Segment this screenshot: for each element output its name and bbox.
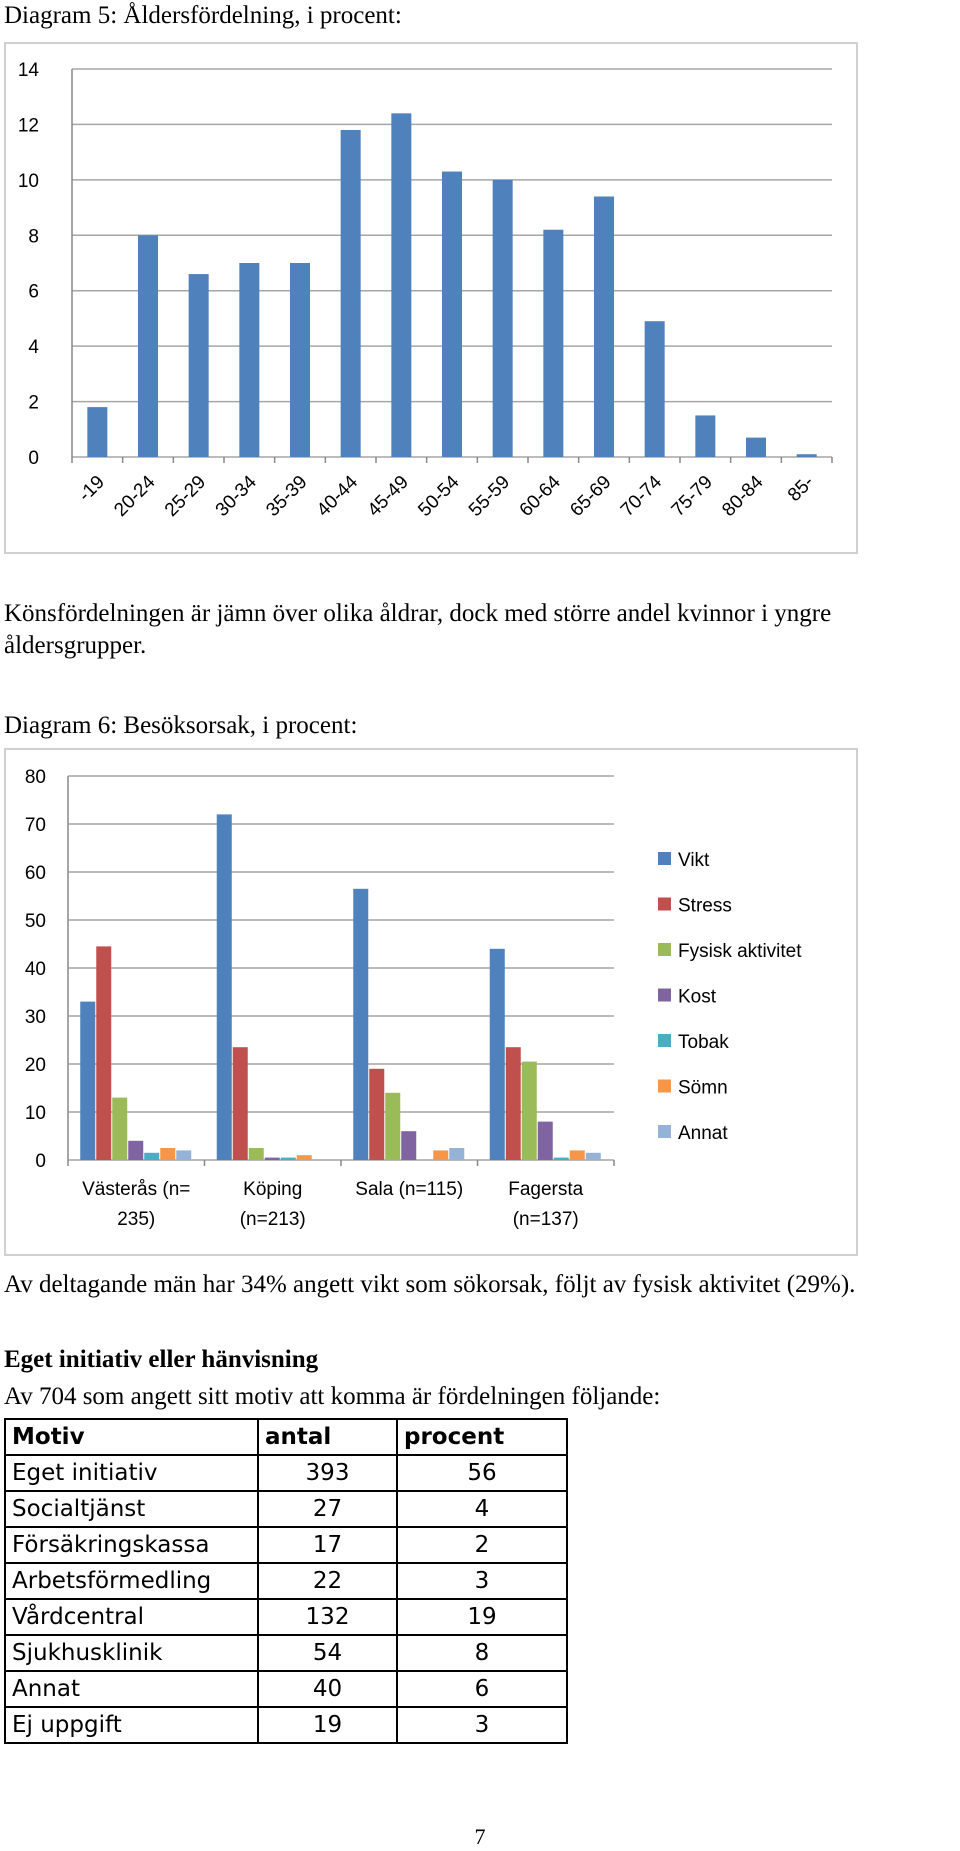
header-antal: antal <box>258 1419 397 1455</box>
bar <box>341 130 361 457</box>
legend-swatch <box>658 943 671 956</box>
cell-procent: 6 <box>397 1671 567 1707</box>
bar <box>695 415 715 457</box>
legend-label: Tobak <box>678 1032 729 1053</box>
bar <box>249 1148 264 1160</box>
x-tick-label: 235) <box>117 1209 156 1230</box>
x-tick-label: Fagersta <box>508 1179 584 1200</box>
cell-antal: 54 <box>258 1635 397 1671</box>
x-tick-label: -19 <box>74 471 109 506</box>
bar <box>797 454 817 457</box>
x-tick-label: 85- <box>783 471 819 506</box>
y-tick-label: 50 <box>24 911 46 932</box>
bar <box>442 172 462 457</box>
x-tick-label: 80-84 <box>718 471 768 521</box>
y-tick-label: 10 <box>17 170 39 192</box>
x-tick-label: Köping <box>243 1179 303 1200</box>
visit-reason-chart <box>6 750 856 1254</box>
bar <box>239 263 259 457</box>
bar <box>369 1069 384 1160</box>
bar <box>160 1148 175 1160</box>
legend-swatch <box>658 1125 671 1138</box>
bar <box>176 1150 191 1160</box>
y-tick-label: 2 <box>28 392 39 414</box>
motive-intro: Av 704 som angett sitt motiv att komma är fördelningen följande: <box>4 1383 661 1410</box>
legend-label: Fysisk aktivitet <box>678 941 802 962</box>
cell-motiv: Socialtjänst <box>5 1491 258 1527</box>
bar <box>233 1047 248 1160</box>
visit-reason-chart-frame <box>4 748 858 1256</box>
bar <box>112 1098 127 1160</box>
cell-procent: 4 <box>397 1491 567 1527</box>
bar <box>353 889 368 1160</box>
bar <box>138 235 158 457</box>
x-tick-label: 45-49 <box>363 471 413 521</box>
table-row <box>5 1563 567 1599</box>
cell-procent: 3 <box>397 1707 567 1743</box>
y-tick-label: 70 <box>24 815 46 836</box>
y-tick-label: 60 <box>24 863 46 884</box>
cell-motiv: Arbetsförmedling <box>5 1563 258 1599</box>
legend-label: Vikt <box>678 850 710 871</box>
cell-antal: 27 <box>258 1491 397 1527</box>
x-tick-label: (n=213) <box>239 1209 306 1230</box>
y-tick-label: 80 <box>24 767 46 788</box>
bar <box>128 1141 143 1160</box>
bar <box>449 1148 464 1160</box>
table-row <box>5 1599 567 1635</box>
table-row <box>5 1491 567 1527</box>
cell-motiv: Sjukhusklinik <box>5 1635 258 1671</box>
cell-antal: 393 <box>258 1455 397 1491</box>
x-tick-label: 55-59 <box>464 471 515 521</box>
y-tick-label: 14 <box>17 60 39 81</box>
cell-motiv: Vårdcentral <box>5 1599 258 1635</box>
bar <box>570 1150 585 1160</box>
bar <box>538 1122 553 1160</box>
x-tick-label: Västerås (n= <box>82 1179 191 1200</box>
section-heading: Eget initiativ eller hänvisning <box>4 1346 319 1373</box>
header-procent: procent <box>397 1419 567 1455</box>
cell-procent: 19 <box>397 1599 567 1635</box>
bar <box>554 1158 569 1160</box>
x-tick-label: 75-79 <box>667 471 717 521</box>
cell-motiv: Eget initiativ <box>5 1455 258 1491</box>
bar <box>493 180 513 457</box>
legend-swatch <box>658 1034 671 1047</box>
y-tick-label: 0 <box>35 1151 46 1172</box>
age-distribution-chart <box>6 44 856 552</box>
y-tick-label: 0 <box>28 448 39 469</box>
legend-swatch <box>658 852 671 865</box>
bar <box>281 1158 296 1160</box>
x-tick-label: 20-24 <box>110 471 160 521</box>
x-tick-label: Sala (n=115) <box>355 1179 464 1200</box>
legend-label: Kost <box>678 986 717 1008</box>
table-row <box>5 1707 567 1743</box>
diagram6-caption: Diagram 6: Besöksorsak, i procent: <box>4 712 358 739</box>
cell-procent: 8 <box>397 1635 567 1671</box>
table-row <box>5 1635 567 1671</box>
cell-antal: 132 <box>258 1599 397 1635</box>
x-tick-label: 65-69 <box>566 471 616 521</box>
bar <box>189 274 209 457</box>
x-tick-label: 25-29 <box>160 471 211 521</box>
y-tick-label: 10 <box>24 1103 46 1124</box>
x-tick-label: 30-34 <box>211 471 261 521</box>
bar <box>80 1002 95 1160</box>
bar <box>144 1153 159 1160</box>
cell-procent: 2 <box>397 1527 567 1563</box>
bar <box>96 946 111 1160</box>
y-tick-label: 6 <box>28 281 39 303</box>
men-paragraph: Av deltagande män har 34% angett vikt som sökorsak, följt av fysisk aktivitet (29%). <box>4 1271 856 1298</box>
bar <box>385 1093 400 1160</box>
bar <box>645 321 665 457</box>
x-tick-label: 35-39 <box>262 471 312 521</box>
age-chart-frame <box>4 42 858 554</box>
y-tick-label: 12 <box>17 115 39 137</box>
legend-label: Stress <box>678 895 732 917</box>
legend-swatch <box>658 1080 671 1093</box>
cell-motiv: Annat <box>5 1671 258 1707</box>
x-tick-label: 70-74 <box>616 471 667 521</box>
bar <box>543 230 563 457</box>
bar <box>217 814 232 1160</box>
legend-swatch <box>658 989 671 1002</box>
y-tick-label: 30 <box>24 1007 46 1028</box>
cell-antal: 22 <box>258 1563 397 1599</box>
table-header-row <box>5 1419 567 1455</box>
table-row <box>5 1671 567 1707</box>
bar <box>290 263 310 457</box>
y-tick-label: 8 <box>28 226 39 248</box>
cell-antal: 19 <box>258 1707 397 1743</box>
bar <box>265 1158 280 1160</box>
cell-motiv: Ej uppgift <box>5 1707 258 1743</box>
cell-procent: 56 <box>397 1455 567 1491</box>
bar <box>87 407 107 457</box>
legend-label: Sömn <box>678 1077 728 1099</box>
bar <box>586 1153 601 1160</box>
legend-swatch <box>658 898 671 911</box>
cell-procent: 3 <box>397 1563 567 1599</box>
legend-label: Annat <box>678 1123 728 1144</box>
motive-table <box>4 1418 568 1744</box>
y-tick-label: 20 <box>24 1055 46 1076</box>
bar <box>401 1131 416 1160</box>
bar <box>433 1150 448 1160</box>
bar <box>297 1155 312 1160</box>
x-tick-label: 50-54 <box>414 471 464 521</box>
bar <box>506 1047 521 1160</box>
gender-paragraph: Könsfördelningen är jämn över olika åldrar, dock med större andel kvinnor i yngre åldersgrupper. <box>4 600 832 659</box>
bar <box>522 1062 537 1160</box>
y-tick-label: 4 <box>28 337 39 359</box>
bar <box>594 196 614 457</box>
x-tick-label: 60-64 <box>515 471 565 521</box>
diagram5-caption: Diagram 5: Åldersfördelning, i procent: <box>4 2 402 29</box>
header-motiv: Motiv <box>5 1419 258 1455</box>
x-tick-label: (n=137) <box>512 1209 579 1230</box>
table-row <box>5 1455 567 1491</box>
page-number: 7 <box>474 1824 486 1849</box>
cell-motiv: Försäkringskassa <box>5 1527 258 1563</box>
bar <box>746 438 766 457</box>
x-tick-label: 40-44 <box>312 471 363 521</box>
table-row <box>5 1527 567 1563</box>
cell-antal: 40 <box>258 1671 397 1707</box>
cell-antal: 17 <box>258 1527 397 1563</box>
bar <box>391 113 411 457</box>
y-tick-label: 40 <box>24 959 46 980</box>
bar <box>490 949 505 1160</box>
